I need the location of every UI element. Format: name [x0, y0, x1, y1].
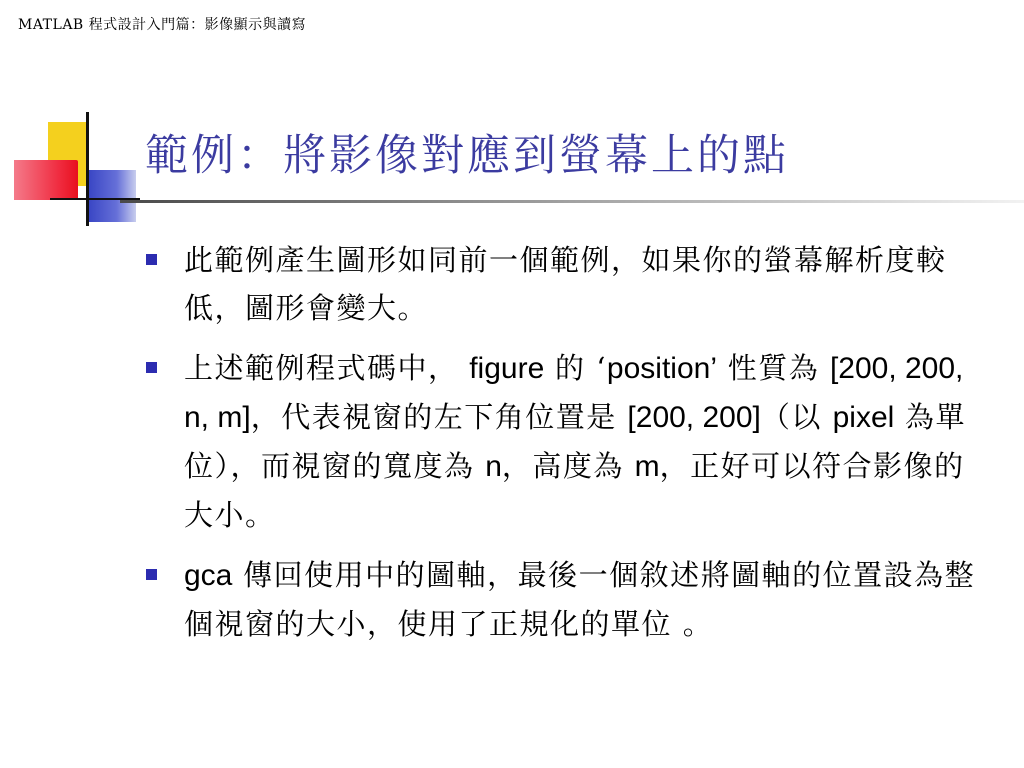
- latin-text: pixel: [832, 401, 895, 434]
- bullet-text: [184, 344, 984, 539]
- text-segment: 為單位），而視窗的寬度為: [184, 400, 967, 483]
- text-segment: （以: [760, 400, 833, 434]
- bullet-item: [142, 236, 984, 332]
- latin-text: [200, 200]: [627, 401, 761, 434]
- text-segment: ，高度為: [501, 449, 635, 483]
- logo-blue-square: [88, 170, 136, 222]
- latin-text: position’: [606, 352, 717, 385]
- bullet-text: [184, 236, 984, 332]
- text-segment: 性質為: [717, 351, 830, 385]
- latin-text: figure: [469, 352, 545, 385]
- slide-title: 範例：將影像對應到螢幕上的點: [145, 131, 789, 181]
- latin-text: n: [485, 450, 502, 483]
- text-segment: 上述範例程式碼中，: [184, 351, 470, 385]
- latin-text: [200, 200, n, m]: [184, 352, 964, 434]
- latin-text: gca: [184, 559, 233, 592]
- latin-text: m: [634, 450, 660, 483]
- bullet-text: [184, 551, 984, 648]
- text-segment: 傳回使用中的圖軸，最後一個敘述將圖軸的位置設為整個視窗的大小，使用了正規化的單位 。: [184, 558, 976, 641]
- text-segment: 此範例產生圖形如同前一個範例，如果你的螢幕解析度較低，圖形會變大。: [184, 243, 947, 325]
- bullet-list: [142, 236, 984, 660]
- text-segment: 的 ‘: [544, 351, 607, 385]
- text-segment: ，正好可以符合影像的大小。: [184, 449, 965, 532]
- logo-vertical-line: [86, 112, 89, 226]
- text-segment: ，代表視窗的左下角位置是: [250, 400, 628, 434]
- bullet-square-icon: [146, 569, 157, 580]
- decorative-logo: [0, 0, 200, 240]
- bullet-square-icon: [146, 254, 157, 265]
- bullet-square-icon: [146, 362, 157, 373]
- bullet-item: [142, 551, 984, 648]
- bullet-item: [142, 344, 984, 539]
- title-divider: [120, 200, 1024, 203]
- slide-header: MATLAB 程式設計入門篇：影像顯示與讀寫: [18, 17, 307, 33]
- logo-red-bar: [14, 160, 78, 200]
